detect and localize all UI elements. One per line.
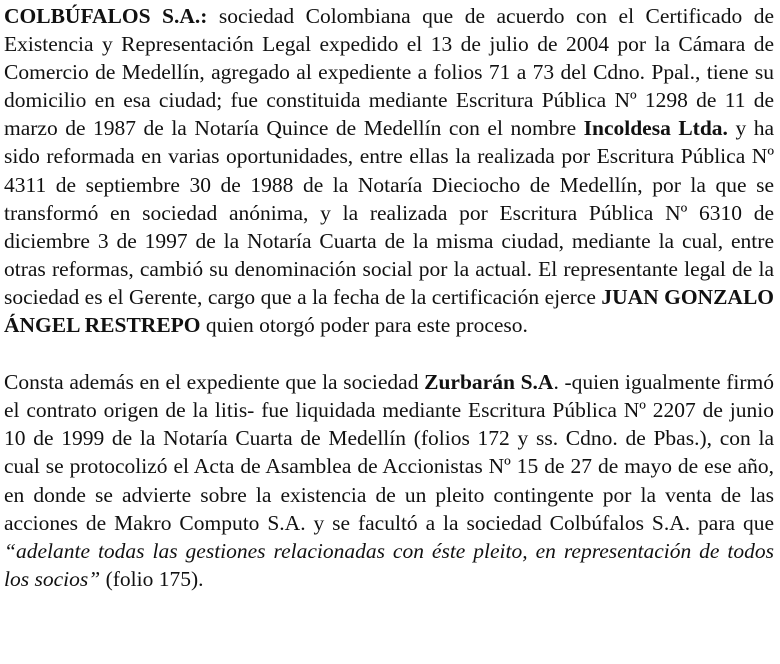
paragraph-1-text-3: quien otorgó poder para este proceso. xyxy=(200,313,528,338)
paragraph-colbufalos xyxy=(4,0,774,339)
former-name-incoldesa: Incoldesa Ltda. xyxy=(583,116,728,141)
paragraph-1-text-2: y ha sido reformada en varias oportunidades, entre ellas la realizada por Escritura Pública Nº 4311 de septiembre 30 de 1988 de la Notaría Dieciocho de Medellín, por la que se transformó en sociedad anónima, y la realizada por Escritura Pública Nº 6310 de diciembre 3 de 1997 de la Notaría Cuarta de la misma ciudad, mediante la cual, entre otras reformas, cambió su denominación social por la actual. El representante legal de la sociedad es el Gerente, cargo que a la fecha de la certificación ejerce xyxy=(4,116,774,309)
legal-representative-name: JUAN GONZALO ÁNGEL RESTREPO xyxy=(4,284,775,338)
paragraph-zurbaran xyxy=(4,368,774,593)
company-name-colbufalos: COLBÚFALOS S.A.: xyxy=(4,4,208,28)
paragraph-2-text-2: . -quien igualmente firmó el contrato origen de la litis- fue liquidada mediante Escritura Pública Nº 2207 de junio 10 de 1999 de la Notaría Cuarta de Medellín (folios 172 y ss. Cdno. de Pbas.), con la cual se protocolizó el Acta de Asamblea de Accionistas Nº 15 de 27 de mayo de ese año, en donde se advierte sobre la existencia de un pleito contingente por la venta de las acciones de Makro Computo S.A. y se facultó a la sociedad Colbúfalos S.A. para que xyxy=(4,370,774,535)
paragraph-1-text-1: sociedad Colombiana que de acuerdo con el Certificado de Existencia y Representación Legal expedido el 13 de julio de 2004 por la Cámara de Comercio de Medellín, agregado al expediente a folios 71 a 73 del Cdno. Ppal., tiene su domicilio en esa ciudad; fue constituida mediante Escritura Pública Nº 1298 de 11 de marzo de 1987 de la Notaría Quince de Medellín con el nombre xyxy=(4,4,775,141)
paragraph-spacer xyxy=(4,339,774,368)
company-name-zurbaran: Zurbarán S.A xyxy=(424,370,554,395)
paragraph-2-text-1: Consta además en el expediente que la sociedad xyxy=(4,370,425,395)
paragraph-2-text-3: (folio 175). xyxy=(100,566,204,591)
quoted-authorization: “adelante todas las gestiones relacionadas con éste pleito, en representación de todos los socios” xyxy=(4,538,774,591)
